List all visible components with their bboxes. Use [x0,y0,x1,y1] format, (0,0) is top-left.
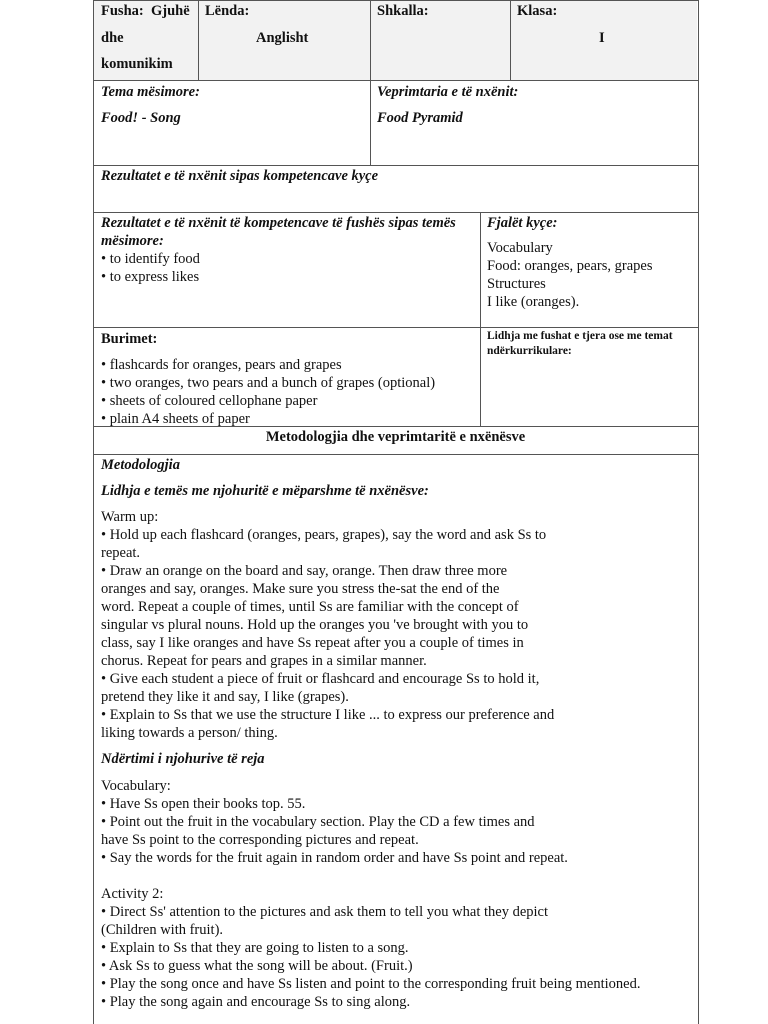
row-divider [93,327,698,328]
list-item: • to express likes [101,269,200,285]
rezultatet-fushes-label-1: Rezultatet e të nxënit të kompetencave të fushës sipas temës [101,215,456,231]
activity-line: Activity 2: [101,886,164,902]
list-item: • plain A4 sheets of paper [101,411,250,427]
vocabulary-section [101,777,640,867]
metodologjia-label: Metodologjia [101,457,180,473]
fusha-label: Fusha: [101,3,144,19]
warmup-line: word. Repeat a couple of times, until Ss are familiar with the concept of [101,599,519,615]
col-divider [480,212,481,426]
col-divider [510,0,511,80]
col-divider [198,0,199,80]
fusha-value-2: dhe [101,30,124,46]
fjalet-kyce-cell [487,214,653,311]
warmup-section [101,508,640,742]
main-body [101,456,640,1011]
list-item: • sheets of coloured cellophane paper [101,393,318,409]
tema-label: Tema mësimore: [101,84,200,100]
warmup-line: repeat. [101,545,141,561]
warmup-line: • Give each student a piece of fruit or flashcard and encourage Ss to hold it, [101,671,540,687]
list-item: • to identify food [101,251,200,267]
lidhja-label: Lidhja e temës me njohuritë e mëparshme të nxënësve: [101,483,429,499]
klasa-label: Klasa: [517,3,558,19]
vocab-line: • Have Ss open their books top. 55. [101,796,306,812]
tema-value: Food! - Song [101,110,181,126]
shkalla-label: Shkalla: [377,3,429,19]
warmup-line: • Draw an orange on the board and say, orange. Then draw three more [101,563,508,579]
fjalet-kyce-line: Food: oranges, pears, grapes [487,258,653,274]
fjalet-kyce-line: Structures [487,276,546,292]
activity-line: • Ask Ss to guess what the song will be about. (Fruit.) [101,958,413,974]
vocab-line: have Ss point to the corresponding pictures and repeat. [101,832,419,848]
lidhja-fushat-cell [487,329,673,359]
fusha-value-1: Gjuhë [150,3,190,19]
vocab-line: • Point out the fruit in the vocabulary section. Play the CD a few times and [101,814,535,830]
warmup-line: class, say I like oranges and have Ss repeat after you a couple of times in [101,635,524,651]
warmup-line: singular vs plural nouns. Hold up the oranges you 've brought with you to [101,617,529,633]
rezultatet-kyce-label: Rezultatet e të nxënit sipas kompetencave kyçe [101,168,379,184]
fjalet-kyce-line: I like (oranges). [487,294,580,310]
fusha-value-3: komunikim [101,56,173,72]
fjalet-kyce-line: Vocabulary [487,240,553,256]
warmup-line: oranges and say, oranges. Make sure you stress the-sat the end of the [101,581,500,597]
vocab-line: • Say the words for the fruit again in random order and have Ss point and repeat. [101,850,568,866]
list-item: • two oranges, two pears and a bunch of grapes (optional) [101,375,436,391]
warmup-line: • Explain to Ss that we use the structure I like ... to express our preference and [101,707,555,723]
warmup-line: liking towards a person/ thing. [101,725,278,741]
vocab-line: Vocabulary: [101,778,171,794]
ndertimi-label: Ndërtimi i njohurive të reja [101,751,265,767]
veprimtaria-value: Food Pyramid [377,110,463,126]
rezultatet-fushes-cell [101,214,456,286]
activity-line: • Direct Ss' attention to the pictures and ask them to tell you what they depict [101,904,549,920]
row-divider [93,454,698,455]
activity-line: • Explain to Ss that they are going to listen to a song. [101,940,409,956]
lenda-value: Anglisht [256,30,309,46]
warmup-line: Warm up: [101,509,159,525]
warmup-line: chorus. Repeat for pears and grapes in a similar manner. [101,653,427,669]
burimet-cell [101,330,435,428]
row-divider [93,80,698,81]
row-divider [93,165,698,166]
list-item: • flashcards for oranges, pears and grapes [101,357,342,373]
burimet-label: Burimet: [101,331,158,347]
activity-line: • Play the song once and have Ss listen and point to the corresponding fruit being mentioned. [101,976,641,992]
row-divider [93,212,698,213]
activity-line: (Children with fruit). [101,922,224,938]
activity-line: • Play the song again and encourage Ss to sing along. [101,994,411,1010]
fusha-cell [101,2,190,20]
veprimtaria-label: Veprimtaria e të nxënit: [377,84,519,100]
fjalet-kyce-label: Fjalët kyçe: [487,215,558,231]
lidhja-fushat-line-1: Lidhja me fushat e tjera ose me temat [487,330,673,342]
warmup-line: pretend they like it and say, I like (grapes). [101,689,349,705]
klasa-value: I [599,30,605,46]
warmup-line: • Hold up each flashcard (oranges, pears, grapes), say the word and ask Ss to [101,527,547,543]
lidhja-fushat-line-2: ndërkurrikulare: [487,345,572,357]
table-border-top [93,0,698,1]
rezultatet-fushes-label-2: mësimore: [101,233,164,249]
lenda-label: Lënda: [205,3,250,19]
metodologjia-heading: Metodologjia dhe veprimtaritë e nxënësve [265,429,526,445]
activity-section [101,885,640,1011]
col-divider [370,0,371,165]
